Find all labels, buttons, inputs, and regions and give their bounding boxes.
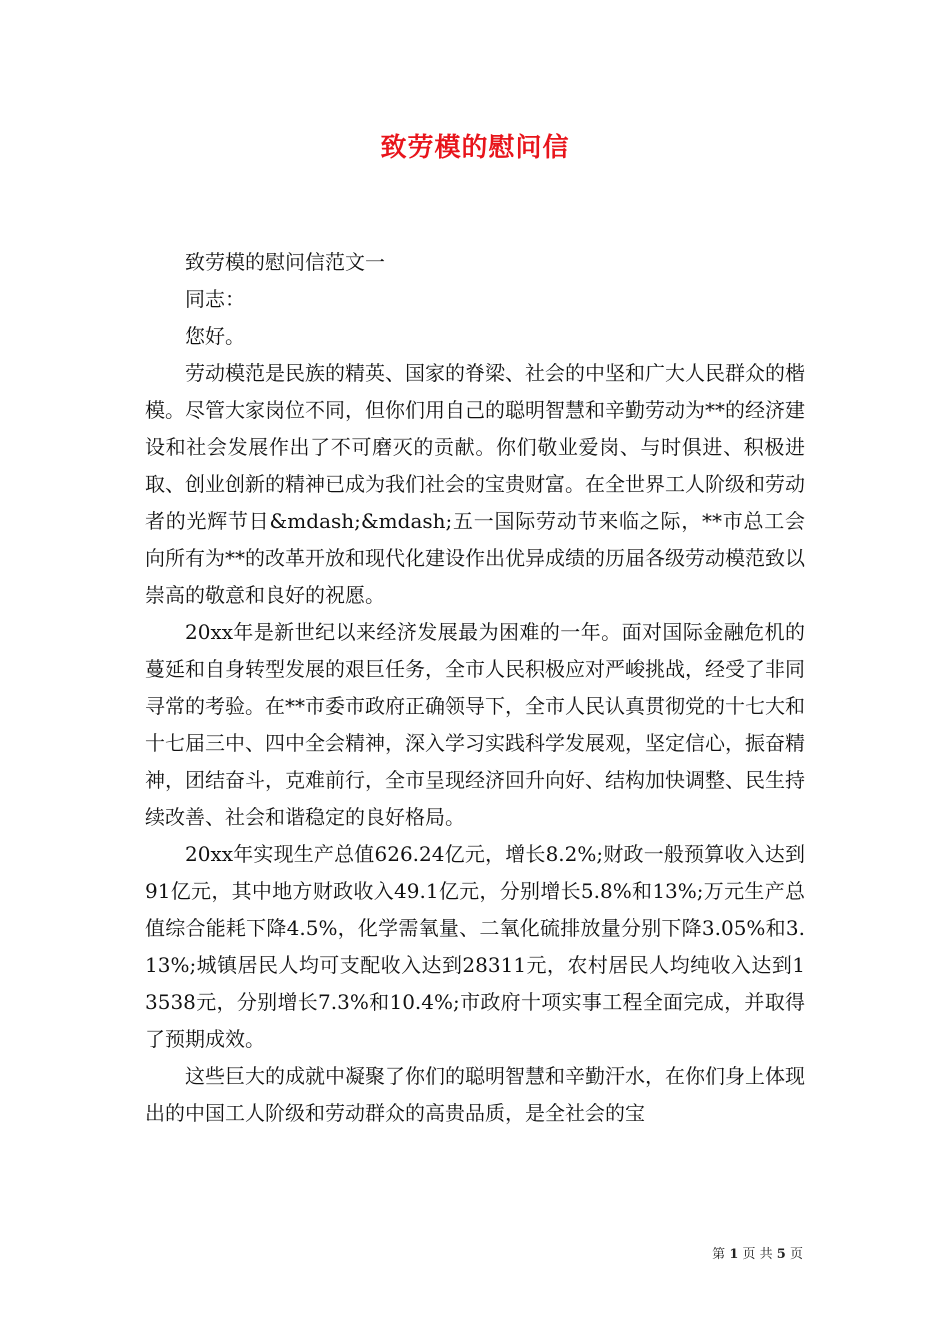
document-body <box>145 244 805 1132</box>
footer-middle: 页 共 <box>742 1247 773 1262</box>
page-number-footer <box>712 1246 803 1264</box>
footer-total-pages: 5 <box>776 1247 786 1262</box>
document-title: 致劳模的慰问信 <box>380 133 570 163</box>
paragraph-4: 这些巨大的成就中凝聚了你们的聪明智慧和辛勤汗水，在你们身上体现出的中国工人阶级和劳动群众的高贵品质，是全社会的宝 <box>145 1064 805 1125</box>
footer-suffix: 页 <box>789 1247 803 1262</box>
footer-current-page: 1 <box>729 1247 739 1262</box>
paragraph-salutation: 同志： <box>185 287 245 311</box>
paragraph-2: 20xx年是新世纪以来经济发展最为困难的一年。面对国际金融危机的蔓延和自身转型发展的艰巨任务，全市人民积极应对严峻挑战，经受了非同寻常的考验。在**市委市政府正确领导下，全市人民认真贯彻党的十七大和十七届三中、四中全会精神，深入学习实践科学发展观，坚定信心，振奋精神，团结奋斗，克难前行，全市呈现经济回升向好、结构加快调整、民生持续改善、社会和谐稳定的良好格局。 <box>145 620 805 829</box>
footer-prefix: 第 <box>712 1247 726 1262</box>
paragraph-3: 20xx年实现生产总值626.24亿元，增长8.2%;财政一般预算收入达到91亿元，其中地方财政收入49.1亿元，分别增长5.8%和13%;万元生产总值综合能耗下降4.5%，化学需氧量、二氧化硫排放量分别下降3.05%和3.13%;城镇居民人均可支配收入达到28311元，农村居民人均纯收入达到13538元，分别增长7.3%和10.4%;市政府十项实事工程全面完成，并取得了预期成效。 <box>145 842 805 1051</box>
paragraph-1: 劳动模范是民族的精英、国家的脊梁、社会的中坚和广大人民群众的楷模。尽管大家岗位不同，但你们用自己的聪明智慧和辛勤劳动为**的经济建设和社会发展作出了不可磨灭的贡献。你们敬业爱岗、与时俱进、积极进取、创业创新的精神已成为我们社会的宝贵财富。在全世界工人阶级和劳动者的光辉节日&mdash;&mdash;五一国际劳动节来临之际，**市总工会向所有为**的改革开放和现代化建设作出优异成绩的历届各级劳动模范致以崇高的敬意和良好的祝愿。 <box>145 361 805 607</box>
paragraph-heading: 致劳模的慰问信范文一 <box>185 250 385 274</box>
paragraph-greeting: 您好。 <box>185 324 245 348</box>
